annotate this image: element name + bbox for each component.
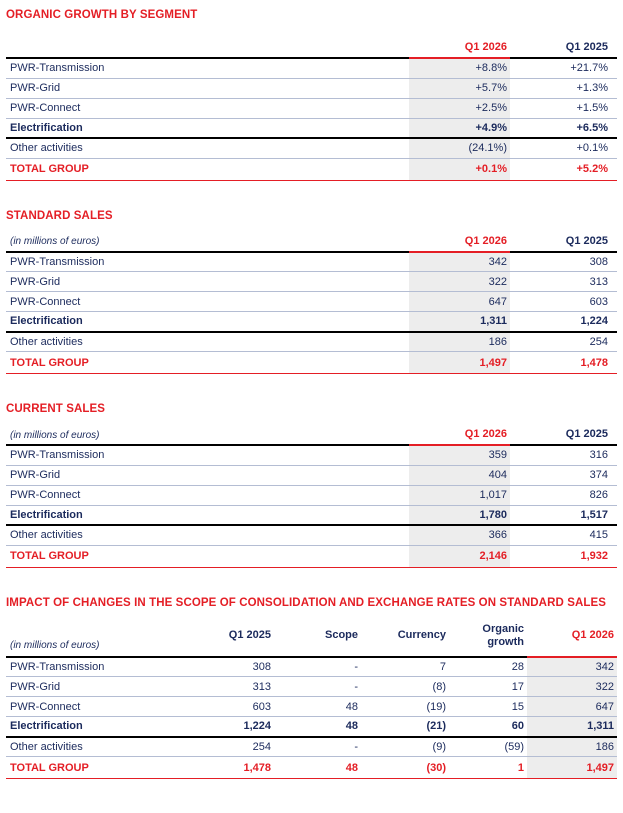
value-cell: (30) <box>361 757 449 779</box>
value-cell: 186 <box>409 332 510 352</box>
row-label: TOTAL GROUP <box>6 545 409 567</box>
value-cell: 316 <box>510 445 617 465</box>
value-cell: 342 <box>527 657 617 677</box>
value-cell: 48 <box>274 757 361 779</box>
value-cell: +1.3% <box>510 78 617 98</box>
value-cell: (21) <box>361 717 449 737</box>
value-cell: 1,517 <box>510 505 617 525</box>
total-row <box>6 158 617 180</box>
table-row <box>6 272 617 292</box>
column-header: Scope <box>274 618 361 657</box>
row-label: PWR-Grid <box>6 465 409 485</box>
value-cell: 359 <box>409 445 510 465</box>
value-cell: 254 <box>510 332 617 352</box>
value-cell: 1,224 <box>510 312 617 332</box>
total-row <box>6 757 617 779</box>
value-cell: 254 <box>154 737 274 757</box>
value-cell: (24.1%) <box>409 138 510 158</box>
row-label: PWR-Grid <box>6 78 409 98</box>
table-row <box>6 312 617 332</box>
table-row <box>6 98 617 118</box>
value-cell: 1,311 <box>527 717 617 737</box>
row-label: Electrification <box>6 118 409 138</box>
section-title-standard-sales: STANDARD SALES <box>6 209 113 222</box>
value-cell: 7 <box>361 657 449 677</box>
row-label: PWR-Connect <box>6 292 409 312</box>
column-header: Currency <box>361 618 449 657</box>
column-header: Q1 2026 <box>527 618 617 657</box>
column-header: Q1 2025 <box>510 231 617 252</box>
value-cell: 374 <box>510 465 617 485</box>
value-cell: 48 <box>274 697 361 717</box>
unit-label: (in millions of euros) <box>6 618 154 657</box>
value-cell: (9) <box>361 737 449 757</box>
value-cell: +0.1% <box>510 138 617 158</box>
value-cell: 603 <box>510 292 617 312</box>
scope-fx-impact-table <box>6 618 617 780</box>
header-row <box>6 37 617 58</box>
section-title-current-sales: CURRENT SALES <box>6 403 106 415</box>
row-label: Electrification <box>6 505 409 525</box>
row-label: PWR-Transmission <box>6 445 409 465</box>
unit-label: (in millions of euros) <box>6 424 409 445</box>
organic-growth-table <box>6 37 617 181</box>
value-cell: - <box>274 737 361 757</box>
table-row <box>6 737 617 757</box>
row-label: PWR-Transmission <box>6 58 409 78</box>
total-row <box>6 545 617 567</box>
value-cell: +2.5% <box>409 98 510 118</box>
value-cell: 1,311 <box>409 312 510 332</box>
row-label: Electrification <box>6 312 409 332</box>
value-cell: 2,146 <box>409 545 510 567</box>
value-cell: 1,497 <box>527 757 617 779</box>
value-cell: (19) <box>361 697 449 717</box>
value-cell: 308 <box>510 252 617 272</box>
table-row <box>6 445 617 465</box>
value-cell: 415 <box>510 525 617 545</box>
value-cell: 308 <box>154 657 274 677</box>
column-header: Q1 2025 <box>510 37 617 58</box>
table-row <box>6 677 617 697</box>
table-row <box>6 138 617 158</box>
value-cell: 1,224 <box>154 717 274 737</box>
value-cell: 322 <box>409 272 510 292</box>
value-cell: 313 <box>510 272 617 292</box>
row-label: PWR-Connect <box>6 98 409 118</box>
current-sales-section <box>6 403 617 568</box>
value-cell: 647 <box>527 697 617 717</box>
value-cell: 603 <box>154 697 274 717</box>
column-header: Organic growth <box>449 618 527 657</box>
header-row <box>6 618 617 657</box>
table-row <box>6 697 617 717</box>
table-row <box>6 292 617 312</box>
value-cell: +6.5% <box>510 118 617 138</box>
value-cell: +1.5% <box>510 98 617 118</box>
value-cell: 60 <box>449 717 527 737</box>
row-label: TOTAL GROUP <box>6 757 154 779</box>
value-cell: 48 <box>274 717 361 737</box>
table-row <box>6 252 617 272</box>
table-row <box>6 332 617 352</box>
organic-growth-section <box>6 9 617 181</box>
value-cell: 647 <box>409 292 510 312</box>
row-label: Electrification <box>6 717 154 737</box>
value-cell: 1,932 <box>510 545 617 567</box>
value-cell: 1,478 <box>510 352 617 374</box>
row-label: Other activities <box>6 332 409 352</box>
value-cell: +21.7% <box>510 58 617 78</box>
value-cell: 1,780 <box>409 505 510 525</box>
column-header: Q1 2026 <box>409 231 510 252</box>
total-row <box>6 352 617 374</box>
table-row <box>6 465 617 485</box>
row-label: PWR-Transmission <box>6 252 409 272</box>
value-cell: 28 <box>449 657 527 677</box>
table-row <box>6 525 617 545</box>
value-cell: (59) <box>449 737 527 757</box>
row-label: Other activities <box>6 737 154 757</box>
value-cell: 322 <box>527 677 617 697</box>
value-cell: 404 <box>409 465 510 485</box>
section-title-organic-growth: ORGANIC GROWTH BY SEGMENT <box>6 9 198 21</box>
unit-label <box>6 37 409 58</box>
standard-sales-section <box>6 210 617 375</box>
row-label: TOTAL GROUP <box>6 352 409 374</box>
value-cell: 15 <box>449 697 527 717</box>
standard-sales-table <box>6 231 617 375</box>
row-label: Other activities <box>6 525 409 545</box>
value-cell: 826 <box>510 485 617 505</box>
column-header: Q1 2025 <box>510 424 617 445</box>
row-label: TOTAL GROUP <box>6 158 409 180</box>
value-cell: - <box>274 657 361 677</box>
section-title-scope-fx-impact: IMPACT OF CHANGES IN THE SCOPE OF CONSOLIDATION AND EXCHANGE RATES ON STANDARD SALES <box>6 596 607 609</box>
scope-fx-impact-section <box>6 597 617 780</box>
row-label: Other activities <box>6 138 409 158</box>
table-row <box>6 118 617 138</box>
value-cell: 313 <box>154 677 274 697</box>
value-cell: 342 <box>409 252 510 272</box>
value-cell: 1,497 <box>409 352 510 374</box>
table-row <box>6 505 617 525</box>
row-label: PWR-Grid <box>6 677 154 697</box>
header-row <box>6 231 617 252</box>
value-cell: +4.9% <box>409 118 510 138</box>
value-cell: 1 <box>449 757 527 779</box>
row-label: PWR-Grid <box>6 272 409 292</box>
value-cell: +5.2% <box>510 158 617 180</box>
value-cell: +8.8% <box>409 58 510 78</box>
value-cell: 1,017 <box>409 485 510 505</box>
unit-label: (in millions of euros) <box>6 231 409 252</box>
table-row <box>6 717 617 737</box>
table-row <box>6 657 617 677</box>
table-row <box>6 78 617 98</box>
column-header: Q1 2026 <box>409 424 510 445</box>
value-cell: - <box>274 677 361 697</box>
current-sales-table <box>6 424 617 568</box>
value-cell: +5.7% <box>409 78 510 98</box>
header-row <box>6 424 617 445</box>
column-header: Q1 2026 <box>409 37 510 58</box>
table-row <box>6 485 617 505</box>
value-cell: 17 <box>449 677 527 697</box>
value-cell: 1,478 <box>154 757 274 779</box>
value-cell: 366 <box>409 525 510 545</box>
column-header: Q1 2025 <box>154 618 274 657</box>
row-label: PWR-Connect <box>6 697 154 717</box>
table-row <box>6 58 617 78</box>
value-cell: 186 <box>527 737 617 757</box>
value-cell: +0.1% <box>409 158 510 180</box>
value-cell: (8) <box>361 677 449 697</box>
row-label: PWR-Connect <box>6 485 409 505</box>
row-label: PWR-Transmission <box>6 657 154 677</box>
